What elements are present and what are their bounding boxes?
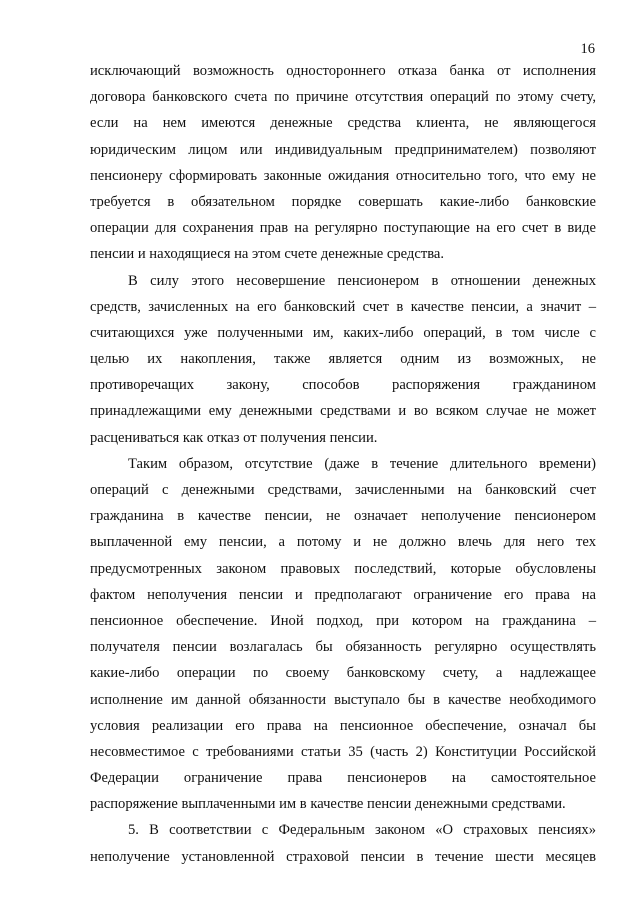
text-line: предусмотренных законом правовых последствий, которые обусловлены [90, 560, 596, 577]
text-line: несовместимое с требованиями статьи 35 (часть 2) Конституции Российской [90, 743, 596, 760]
text-line: противоречащих закону, способов распоряжения гражданином [90, 377, 596, 394]
text-line: юридическим лицом или индивидуальным предпринимателем) позволяют [90, 141, 596, 158]
text-line: В силу этого несовершение пенсионером в отношении денежных [128, 272, 596, 289]
text-line: пенсии и находящиеся на этом счете денежные средства. [90, 246, 445, 263]
text-line: средств, зачисленных на его банковский счет в качестве пенсии, а значит – [90, 298, 596, 315]
text-line: пенсионное обеспечение. Иной подход, при котором на гражданина – [90, 612, 596, 629]
text-line: исключающий возможность одностороннего отказа банка от исполнения [90, 63, 596, 79]
text-line: требуется в обязательном порядке совершать какие-либо банковские [90, 193, 596, 210]
document-body [90, 58, 596, 870]
text-line: целью их накопления, также является одним из возможных, не [90, 351, 596, 368]
text-line: получателя пенсии возлагалась бы обязанность регулярно осуществлять [90, 639, 596, 656]
text-line: условия реализации его права на пенсионное обеспечение, означал бы [90, 717, 596, 734]
text-line: Федерации ограничение права пенсионеров на самостоятельное [90, 770, 596, 787]
text-line: неполучение установленной страховой пенсии в течение шести месяцев [90, 848, 596, 865]
text-line: выплаченной ему пенсии, а потому и не должно влечь для него тех [90, 534, 596, 551]
page-number: 16 [580, 41, 595, 57]
text-line: 5. В соответствии с Федеральным законом «О страховых пенсиях» [128, 822, 596, 839]
text-line: считающихся уже полученными им, каких-либо операций, в том числе с [90, 324, 596, 341]
text-line: договора банковского счета по причине отсутствия операций по этому счету, [90, 89, 596, 106]
text-line: фактом неполучения пенсии и предполагают ограничение его права на [90, 586, 596, 603]
text-line: операции для сохранения прав на регулярно поступающие на его счет в виде [90, 220, 596, 237]
text-line: операций с денежными средствами, зачисленными на банковский счет [90, 482, 596, 498]
text-line: пенсионеру сформировать законные ожидания относительно того, что ему не [90, 167, 596, 184]
text-line: Таким образом, отсутствие (даже в течение длительного времени) [128, 455, 596, 472]
text-line: расцениваться как отказ от получения пенсии. [90, 429, 378, 446]
text-line: исполнение им данной обязанности выступало бы в качестве необходимого [90, 691, 596, 708]
text-line: если на нем имеются денежные средства клиента, не являющегося [90, 115, 596, 132]
text-line: распоряжение выплаченными им в качестве пенсии денежными средствами. [90, 796, 566, 813]
text-line: принадлежащими ему денежными средствами и во всяком случае не может [90, 403, 596, 420]
text-line: гражданина в качестве пенсии, не означает неполучение пенсионером [90, 508, 596, 525]
text-line: какие-либо операции по своему банковскому счету, а надлежащее [90, 665, 596, 682]
